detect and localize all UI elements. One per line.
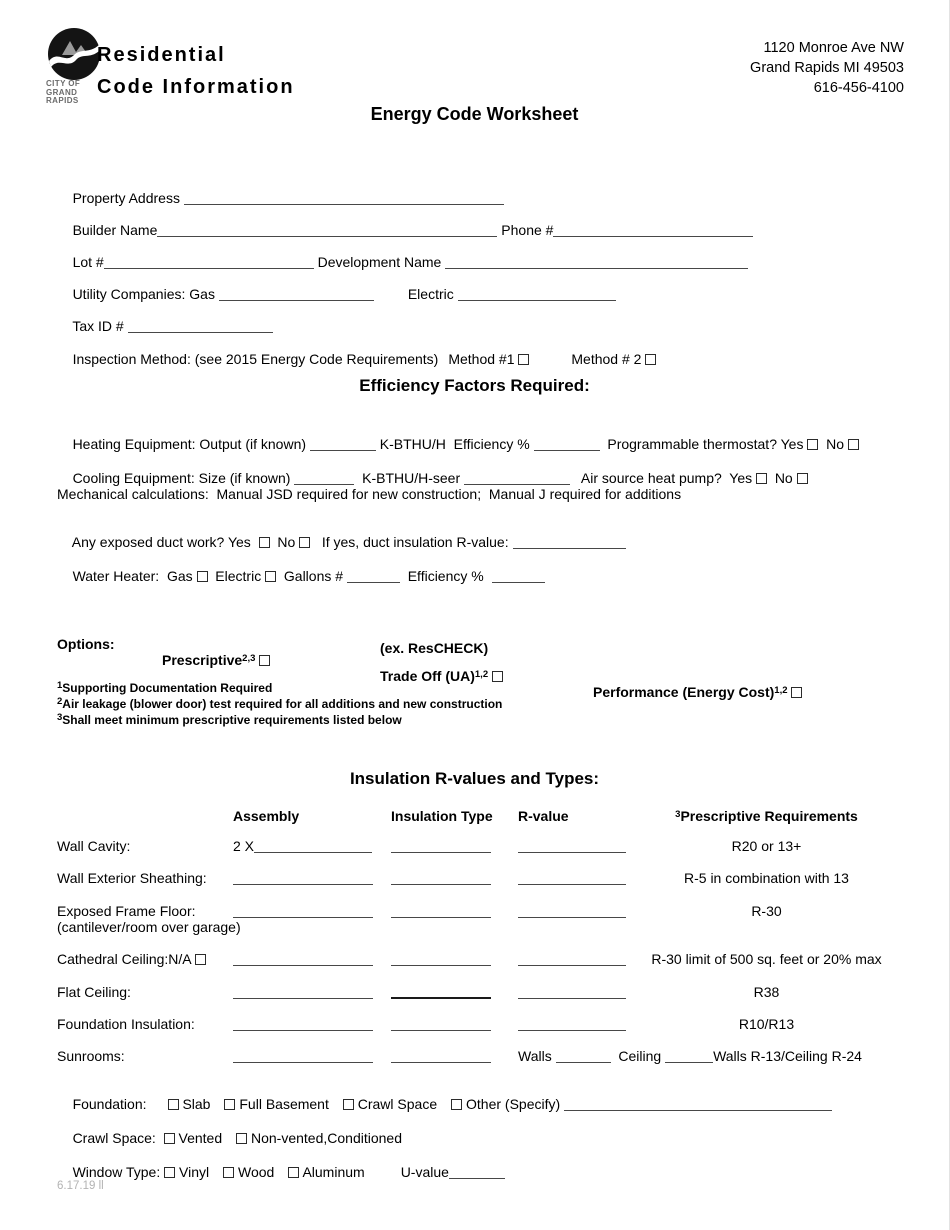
thermostat-no-label: No [818,436,848,452]
performance-superscript: 1,2 [774,685,788,696]
cooling-seer-blank[interactable] [464,472,570,485]
assembly-cell [233,951,378,967]
cathedral-rvalue-blank[interactable] [518,953,626,966]
flat-ceiling-assembly-blank[interactable] [233,986,373,999]
sheathing-type-blank[interactable] [391,872,491,885]
city-of-grand-rapids-logo-icon [48,28,100,80]
row-label: Flat Ceiling: [57,984,131,1000]
foundation-label: Foundation: [72,1096,147,1112]
column-header-insulation-type: Insulation Type [391,808,493,824]
revision-date-note: 6.17.19 ll [57,1180,104,1192]
gallons-label: Gallons # [276,568,347,584]
cathedral-assembly-blank[interactable] [233,953,373,966]
wood-label: Wood [234,1164,275,1180]
foundation-assembly-blank[interactable] [233,1018,373,1031]
type-cell [391,984,496,1000]
prescriptive-superscript: 2,3 [242,653,256,664]
sunrooms-walls-ceiling-segment [518,1048,905,1064]
duct-yes-checkbox[interactable] [259,537,270,548]
gas-blank[interactable] [219,288,374,301]
address-street: 1120 Monroe Ave NW [763,40,904,56]
prescriptive-requirement: R20 or 13+ [731,838,802,854]
row-label: Wall Exterior Sheathing: [57,870,207,886]
frame-floor-sublabel: (cantilever/room over garage) [57,919,241,935]
sunrooms-ceiling-blank[interactable] [665,1050,713,1063]
row-label: Sunrooms: [57,1048,125,1064]
city-org-name: CITY OF GRAND RAPIDS [46,79,81,105]
assembly-cell [233,870,378,886]
method2-label: Method # 2 [571,351,646,367]
type-cell [391,951,496,967]
water-gas-checkbox[interactable] [197,571,208,582]
heating-efficiency-blank[interactable] [534,438,600,451]
assembly-cell: 2 X [233,838,378,854]
tax-id-label: Tax ID # [72,318,128,334]
column-header-rvalue: R-value [518,808,569,824]
rvalue-cell [518,1016,628,1032]
nonvented-label: Non-vented,Conditioned [247,1130,402,1146]
water-efficiency-blank[interactable] [492,570,545,583]
builder-name-blank[interactable] [157,224,497,237]
vinyl-checkbox[interactable] [164,1167,175,1178]
rvalue-cell [518,951,628,967]
heating-units-label: K-BTHU/H Efficiency % [375,436,534,452]
rvalue-cell [518,903,628,919]
phone-blank[interactable] [553,224,753,237]
prescriptive-requirement: R-30 limit of 500 sq. feet or 20% max [651,951,882,967]
cathedral-na-checkbox[interactable] [195,954,206,965]
aluminum-checkbox[interactable] [288,1167,299,1178]
table-row-wall-exterior-sheathing [57,870,905,886]
water-electric-label: Electric [207,568,266,584]
other-specify-blank[interactable] [564,1098,832,1111]
type-cell [391,903,496,919]
prescriptive-checkbox[interactable] [259,655,270,666]
address-city: Grand Rapids MI 49503 [750,60,904,76]
mechanical-calculations-line: Mechanical calculations: Manual JSD required for new construction; Manual J required for additions [57,486,682,502]
type-cell [391,1016,496,1032]
sunrooms-walls-blank[interactable] [556,1050,611,1063]
cooling-units-label: K-BTHU/H-seer [354,470,465,486]
crawl-space-checkbox[interactable] [343,1099,354,1110]
column-header-prescriptive: $^3$Prescriptive Requirements [675,808,858,824]
prescriptive-requirement: R-30 [751,903,782,919]
utility-gas-label: Utility Companies: Gas [72,286,219,302]
type-cell [391,838,496,854]
other-checkbox[interactable] [451,1099,462,1110]
flat-ceiling-type-blank[interactable] [391,986,491,999]
sheathing-rvalue-blank[interactable] [518,872,626,885]
frame-floor-rvalue-blank[interactable] [518,905,626,918]
row-label: Cathedral Ceiling:N/A [57,951,233,967]
tradeoff-checkbox[interactable] [492,671,503,682]
phone-label: Phone # [497,222,554,238]
assembly-cell [233,984,378,1000]
table-row-cathedral-ceiling [57,951,905,967]
crawl-space-line-label: Crawl Space: [72,1130,164,1146]
vented-checkbox[interactable] [164,1133,175,1144]
frame-floor-assembly-blank[interactable] [233,905,373,918]
cooling-size-blank[interactable] [294,472,354,485]
electric-label: Electric [407,286,458,302]
thermostat-yes-checkbox[interactable] [807,439,818,450]
builder-name-label: Builder Name [72,222,158,238]
window-type-line [57,1148,505,1196]
method2-checkbox[interactable] [645,354,656,365]
water-heater-gas-label: Water Heater: Gas [72,568,197,584]
water-efficiency-label: Efficiency % [399,568,492,584]
flat-ceiling-rvalue-blank[interactable] [518,986,626,999]
inspection-method-label: Inspection Method: (see 2015 Energy Code Requirements) [72,351,439,367]
row-label: Wall Cavity: [57,838,131,854]
row-label: Exposed Frame Floor: [57,903,196,919]
method1-checkbox[interactable] [518,354,529,365]
duct-question-label: Any exposed duct work? Yes [71,534,259,550]
option-tradeoff: Trade Off (UA)$^{1,2}$ [380,668,503,684]
nonvented-checkbox[interactable] [236,1133,247,1144]
method1-label: Method #1 [448,351,519,367]
wall-cavity-assembly-blank[interactable] [254,840,372,853]
brand-line-residential: Residential [97,44,226,66]
thermostat-label: Programmable thermostat? Yes [599,436,808,452]
prescriptive-requirement: R38 [753,984,780,1000]
type-cell [391,1048,496,1064]
lot-blank[interactable] [104,256,314,269]
options-label: Options: [57,636,115,652]
heat-pump-no-checkbox[interactable] [797,473,808,484]
rvalue-cell [518,870,628,886]
duct-rvalue-blank[interactable] [513,536,626,549]
heating-output-blank[interactable] [310,438,376,451]
rvalue-cell [518,984,628,1000]
frame-floor-type-blank[interactable] [391,905,491,918]
heat-pump-yes-checkbox[interactable] [756,473,767,484]
efficiency-section-heading: Efficiency Factors Required: [359,376,590,395]
tradeoff-example-note: (ex. ResCHECK) [380,640,489,656]
duct-rvalue-label: If yes, duct insulation R-value: [310,534,513,550]
tax-id-blank[interactable] [128,320,273,333]
assembly-cell [233,1016,378,1032]
insulation-table-header [57,808,905,824]
slab-label: Slab [178,1096,211,1112]
water-electric-checkbox[interactable] [265,571,276,582]
lot-label: Lot # [72,254,104,270]
property-address-blank[interactable] [184,192,504,205]
table-row-wall-cavity [57,838,905,854]
wall-cavity-rvalue-blank[interactable] [518,840,626,853]
column-header-assembly: Assembly [233,808,300,824]
page-title: Energy Code Worksheet [370,104,579,124]
wood-checkbox[interactable] [223,1167,234,1178]
full-basement-checkbox[interactable] [224,1099,235,1110]
uvalue-label: U-value [400,1164,449,1180]
walls-label: Walls [518,1048,556,1064]
aluminum-label: Aluminum [299,1164,365,1180]
table-row-sunrooms [57,1048,905,1064]
table-row-foundation-insulation [57,1016,905,1032]
foundation-rvalue-blank[interactable] [518,1018,626,1031]
heat-pump-label: Air source heat pump? Yes [570,470,757,486]
vinyl-label: Vinyl [175,1164,210,1180]
heating-output-label: Heating Equipment: Output (if known) [72,436,310,452]
department-address [750,38,904,98]
footnote-1: $^1$Supporting Documentation Required [57,680,273,695]
foundation-type-blank[interactable] [391,1018,491,1031]
type-cell [391,870,496,886]
property-address-label: Property Address [72,190,184,206]
slab-checkbox[interactable] [168,1099,179,1110]
duct-no-checkbox[interactable] [299,537,310,548]
prescriptive-requirement: Walls R-13/Ceiling R-24 [713,1048,862,1064]
sunrooms-type-blank[interactable] [391,1050,491,1063]
other-label: Other (Specify) [462,1096,565,1112]
insulation-section-heading: Insulation R-values and Types: [349,769,600,788]
option-performance: Performance (Energy Cost)$^{1,2}$ [593,684,802,700]
electric-blank[interactable] [458,288,616,301]
prescriptive-requirement: R-5 in combination with 13 [684,870,849,886]
gallons-blank[interactable] [347,570,400,583]
ceiling-label: Ceiling [610,1048,666,1064]
assembly-cell [233,903,378,919]
duct-no-label: No [269,534,300,550]
row-label: Foundation Insulation: [57,1016,195,1032]
water-heater-line [57,552,545,600]
vented-label: Vented [174,1130,223,1146]
table-row-flat-ceiling [57,984,905,1000]
footnote-3: $^3$Shall meet minimum prescriptive requirements listed below [57,712,402,727]
assembly-cell [233,1048,378,1064]
tradeoff-superscript: 1,2 [474,669,489,680]
option-prescriptive: Prescriptive$^{2,3}$ [162,652,270,668]
crawl-space-label: Crawl Space [353,1096,438,1112]
prescriptive-requirement: R10/R13 [738,1016,795,1032]
wall-cavity-type-blank[interactable] [391,840,491,853]
window-type-label: Window Type: [72,1164,165,1180]
sunrooms-assembly-blank[interactable] [233,1050,373,1063]
footnote-2: $^2$Air leakage (blower door) test required for all additions and new construction [57,696,503,711]
address-phone: 616-456-4100 [813,80,904,96]
sheathing-assembly-blank[interactable] [233,872,373,885]
cooling-size-label: Cooling Equipment: Size (if known) [72,470,295,486]
full-basement-label: Full Basement [235,1096,329,1112]
development-name-label: Development Name [313,254,446,270]
uvalue-blank[interactable] [449,1166,505,1179]
performance-checkbox[interactable] [791,687,802,698]
heat-pump-no-label: No [767,470,797,486]
table-row-exposed-frame-floor [57,903,905,919]
cathedral-type-blank[interactable] [391,953,491,966]
thermostat-no-checkbox[interactable] [848,439,859,450]
development-name-blank[interactable] [445,256,748,269]
brand-line-code-information: Code Information [97,76,295,98]
rvalue-cell [518,838,628,854]
